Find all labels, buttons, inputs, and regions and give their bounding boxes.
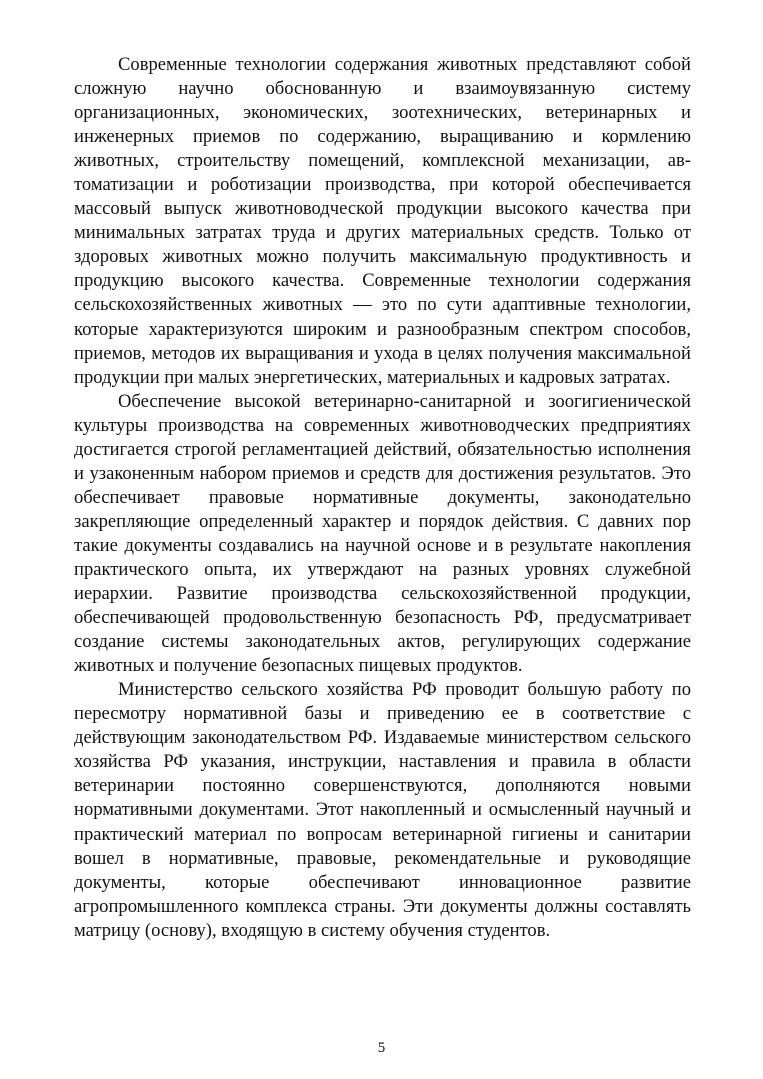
paragraph-ministry: Министерство сельского хозяйства РФ проводит большую работу по пересмотру нормативной базы и приведению ее в соответствие с действующим законодательством РФ. Издаваемые министерством сельского хозяйства РФ указания, инструкции, наставления и правила в области ветеринарии постоянно совершенствуются, дополняются новыми нормативными документами. Этот накопленный и осмысленный научный и практический материал по вопросам ветеринарной гигиены и санитарии вошел в нормативные, правовые, рекомендательные и руководящие документы, которые обеспечивают инновационное развитие агропромышленного комплекса страны. Эти документы должны составлять матрицу (основу), входящую в систему обучения студентов. (74, 679, 691, 941)
paragraph-sanitary-culture: Обеспечение высокой ветеринарно-санитарной и зоогигиенической культуры производства на современных животноводческих предприятиях достигается строгой регламентацией действий, обязательностью исполнения и узаконенным набором приемов и средств для достижения результатов. Это обеспечивает правовые нормативные документы, законодательно закрепляющие определенный характер и порядок действия. С давних пор такие документы создавались на научной основе и в результате накопления практического опыта, их утверждают на разных уровнях служебной иерархии. Развитие производства сельскохозяйственной продукции, обеспечивающей продовольственную безопасность РФ, предусматривает создание системы законодательных актов, регулирующих содержание животных и получение безопасных пищевых продуктов. (74, 390, 691, 677)
body-text (74, 53, 691, 943)
page-number: 5 (377, 1040, 386, 1056)
paragraph-technologies: Современные технологии содержания животных представляют собой сложную научно обоснованную и взаимоувязанную систему организационных, экономических, зоотехнических, ветеринарных и инженерных приемов по содержанию, выращиванию и кормлению животных, строительству помещений, комплексной механизации, автоматизации и роботизации производства, при которой обеспечивается массовый выпуск животноводческой продукции высокого качества при минимальных затратах труда и других материальных средств. Только от здоровых животных можно получить максимальную продуктивность и продукцию высокого качества. Современные технологии содержания сельскохозяйственных животных — это по сути адаптивные технологии, которые характеризуются широким и разнообразным спектром способов, приемов, методов их выращивания и ухода в целях получения максимальной продукции при малых энергетических, материальных и кадровых затратах. (74, 54, 691, 388)
